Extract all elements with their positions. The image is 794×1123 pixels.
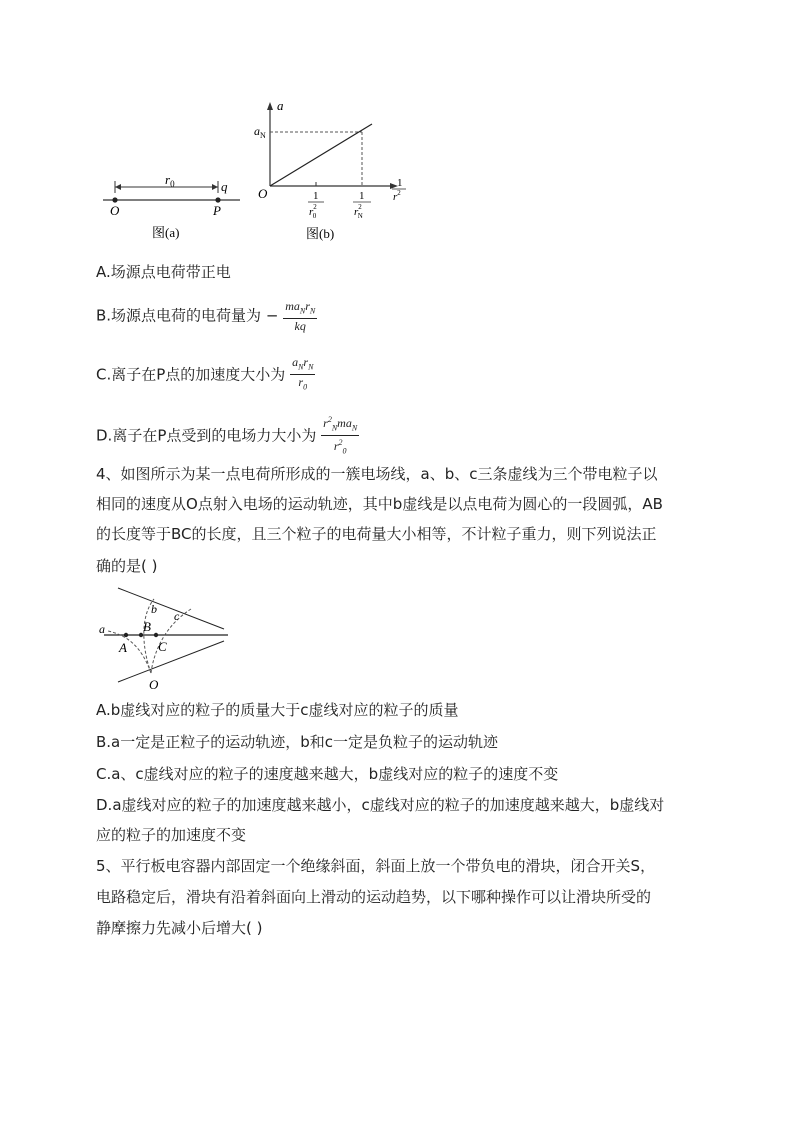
q3-option-c <box>96 355 315 395</box>
q4-option-b: B.a一定是正粒子的运动轨迹，b和c一定是负粒子的运动轨迹 <box>96 733 499 751</box>
q3-option-d-text: D.离子在P点受到的电场力大小为 <box>96 426 317 445</box>
point-A <box>124 633 128 637</box>
label-aN: $a_N$ <box>254 124 266 140</box>
arrow-left-icon <box>115 184 121 190</box>
label-P: P <box>213 203 221 218</box>
label-point-C: C <box>158 639 167 654</box>
field-line-upper <box>118 588 224 629</box>
label-q: q <box>221 179 228 194</box>
label-point-A: A <box>119 640 127 655</box>
q4-option-a: A.b虚线对应的粒子的质量大于c虚线对应的粒子的质量 <box>96 701 459 719</box>
q4-option-d-line-2: 应的粒子的加速度不变 <box>96 826 247 844</box>
caption-b: 图(b) <box>306 226 335 241</box>
y-arrow-icon <box>267 102 273 110</box>
q3-option-c-text: C.离子在P点的加速度大小为 <box>96 365 286 384</box>
tick-label-r0-den: $r^2$ 0 <box>309 203 317 220</box>
label-point-B: B <box>143 619 151 634</box>
q4-stem-line-2: 相同的速度从O点射入电场的运动轨迹，其中b虚线是以点电荷为圆心的一段圆弧，AB <box>96 495 663 513</box>
field-line-lower <box>118 641 224 682</box>
label-O: O <box>110 203 120 218</box>
tick-label-rN-den: $r^2$ N <box>354 203 363 220</box>
arrow-right-icon <box>212 184 218 190</box>
q3-option-b <box>96 299 317 333</box>
label-traj-c: c <box>174 609 180 623</box>
q3-option-b-sign: − <box>265 306 279 325</box>
data-line <box>270 124 372 186</box>
caption-a: 图(a) <box>152 225 180 240</box>
label-a-axis: a <box>277 98 284 113</box>
q4-stem-line-1: 4、如图所示为某一点电荷所形成的一簇电场线，a、b、c三条虚线为三个带电粒子以 <box>96 465 658 483</box>
label-r0: $r_0$ <box>165 172 175 189</box>
tick-label-r0-num: 1 <box>313 190 319 202</box>
label-traj-b: b <box>151 602 157 616</box>
q3-option-b-text: B.场源点电荷的电荷量为 <box>96 306 262 325</box>
q5-stem-line-1: 5、平行板电容器内部固定一个绝缘斜面，斜面上放一个带负电的滑块，闭合开关S， <box>96 857 656 875</box>
figure-b <box>252 98 417 244</box>
figure-field-lines <box>96 585 236 695</box>
x-label-den: $r^2$ <box>393 189 401 203</box>
label-point-O: O <box>149 677 159 692</box>
q3-option-d <box>96 413 359 459</box>
q5-stem-line-2: 电路稳定后，滑块有沿着斜面向上滑动的运动趋势，以下哪种操作可以让滑块所受的 <box>96 888 652 906</box>
q4-stem-line-4: 确的是( ) <box>96 557 158 575</box>
q5-stem-line-3: 静摩擦力先减小后增大( ) <box>96 919 263 937</box>
q3-option-d-fraction: $\frac{r^2_Nma_N}{r^2_0}$ <box>323 415 358 456</box>
point-O <box>112 197 117 202</box>
trajectory-a <box>108 631 151 673</box>
trajectory-c <box>151 609 191 673</box>
q4-stem-line-3: 的长度等于BC的长度，且三个粒子的电荷量大小相等，不计粒子重力，则下列说法正 <box>96 525 657 543</box>
q3-option-a: A.场源点电荷带正电 <box>96 263 231 281</box>
q4-option-d-line-1: D.a虚线对应的粒子的加速度越来越小，c虚线对应的粒子的加速度越来越大，b虚线对 <box>96 796 665 814</box>
tick-label-rN-num: 1 <box>359 190 365 202</box>
label-traj-a: a <box>99 622 105 636</box>
q3-option-b-fraction: $\frac{ma_Nr_N}{kq}$ <box>285 299 316 334</box>
x-label-num: 1 <box>397 177 403 189</box>
label-origin: O <box>258 186 268 201</box>
figure-a <box>100 170 250 245</box>
point-P <box>215 197 220 202</box>
point-C <box>154 633 158 637</box>
q4-option-c: C.a、c虚线对应的粒子的速度越来越大，b虚线对应的粒子的速度不变 <box>96 765 559 783</box>
q3-option-c-fraction: $\frac{a_Nr_N}{r_0}$ <box>292 355 314 392</box>
